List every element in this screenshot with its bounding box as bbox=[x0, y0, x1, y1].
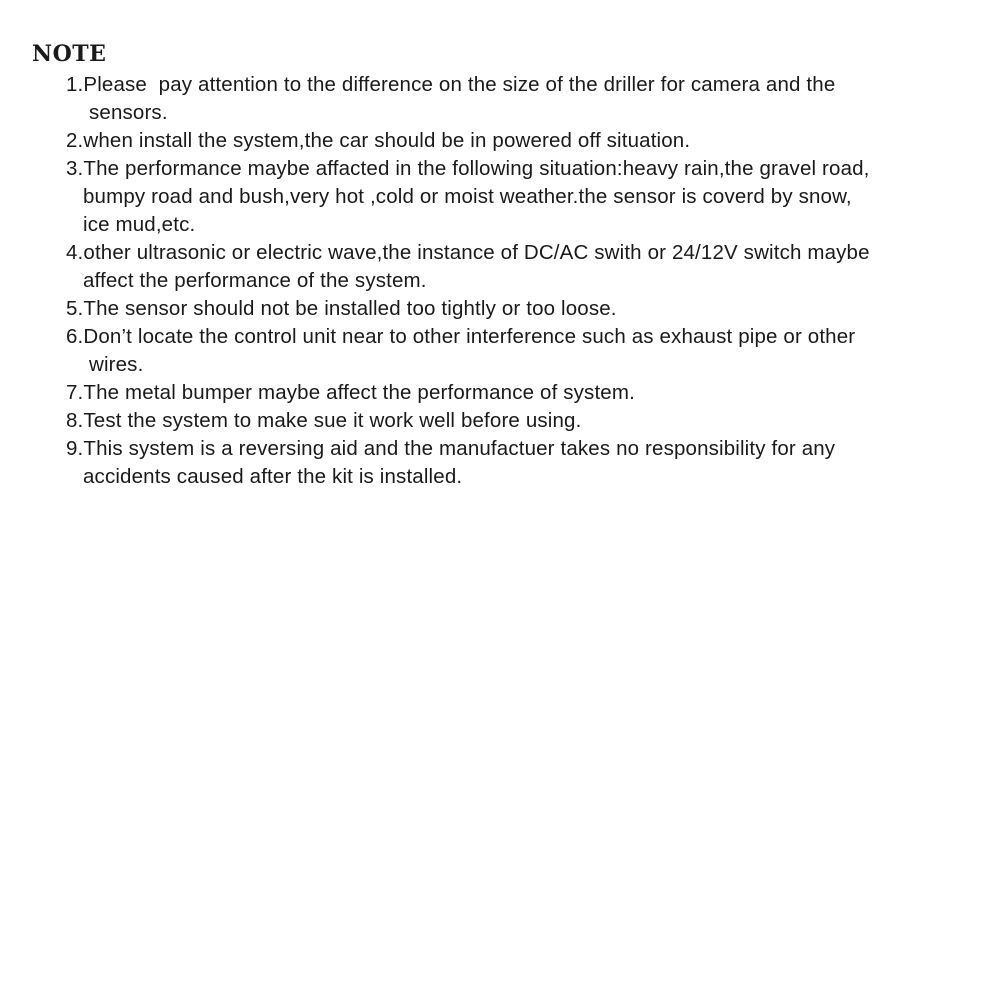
note-item-text: Don’t locate the control unit near to other interference such as exhaust pipe or other bbox=[83, 325, 856, 348]
note-item-text: when install the system,the car should be in powered off situation. bbox=[83, 129, 691, 152]
note-item-line bbox=[66, 295, 966, 323]
note-item-5 bbox=[66, 295, 966, 323]
note-title: NOTE bbox=[32, 41, 107, 67]
note-item-continuation: wires. bbox=[89, 353, 144, 376]
note-item-number: 5. bbox=[66, 297, 84, 320]
note-item-line bbox=[66, 71, 966, 99]
note-item-line bbox=[66, 127, 966, 155]
note-item-continuation: sensors. bbox=[89, 101, 168, 124]
note-item-7 bbox=[66, 379, 966, 407]
note-item-line bbox=[66, 379, 966, 407]
note-item-continuation: affect the performance of the system. bbox=[83, 269, 427, 292]
note-item-number: 1. bbox=[66, 73, 84, 96]
note-item-number: 6. bbox=[66, 325, 84, 348]
note-item-number: 2. bbox=[66, 129, 84, 152]
note-item-line bbox=[66, 435, 966, 463]
note-item-number: 9. bbox=[66, 437, 84, 460]
note-item-number: 3. bbox=[66, 157, 84, 180]
note-item-text: The performance maybe affacted in the following situation:heavy rain,the gravel road, bbox=[83, 157, 870, 180]
note-item-continuation: bumpy road and bush,very hot ,cold or moist weather.the sensor is coverd by snow, bbox=[83, 185, 852, 208]
note-item-6 bbox=[66, 323, 966, 379]
note-item-text: Please pay attention to the difference on the size of the driller for camera and the bbox=[83, 73, 836, 96]
note-item-text: other ultrasonic or electric wave,the instance of DC/AC swith or 24/12V switch maybe bbox=[83, 241, 870, 264]
note-item-continuation: accidents caused after the kit is installed. bbox=[83, 465, 463, 488]
note-item-line bbox=[66, 407, 966, 435]
note-item-text: The sensor should not be installed too tightly or too loose. bbox=[83, 297, 617, 320]
note-list bbox=[66, 71, 966, 491]
note-item-1 bbox=[66, 71, 966, 127]
note-item-number: 7. bbox=[66, 381, 84, 404]
note-item-line bbox=[66, 323, 966, 351]
note-item-text: This system is a reversing aid and the manufactuer takes no responsibility for any bbox=[83, 437, 836, 460]
note-item-line bbox=[66, 239, 966, 267]
note-item-text: The metal bumper maybe affect the performance of system. bbox=[83, 381, 635, 404]
note-item-line bbox=[66, 155, 966, 183]
note-item-continuation: ice mud,etc. bbox=[83, 213, 196, 236]
note-item-number: 4. bbox=[66, 241, 84, 264]
note-item-8 bbox=[66, 407, 966, 435]
note-item-2 bbox=[66, 127, 966, 155]
note-item-number: 8. bbox=[66, 409, 84, 432]
note-item-3 bbox=[66, 155, 966, 239]
note-item-4 bbox=[66, 239, 966, 295]
note-item-9 bbox=[66, 435, 966, 491]
note-item-text: Test the system to make sue it work well before using. bbox=[83, 409, 582, 432]
